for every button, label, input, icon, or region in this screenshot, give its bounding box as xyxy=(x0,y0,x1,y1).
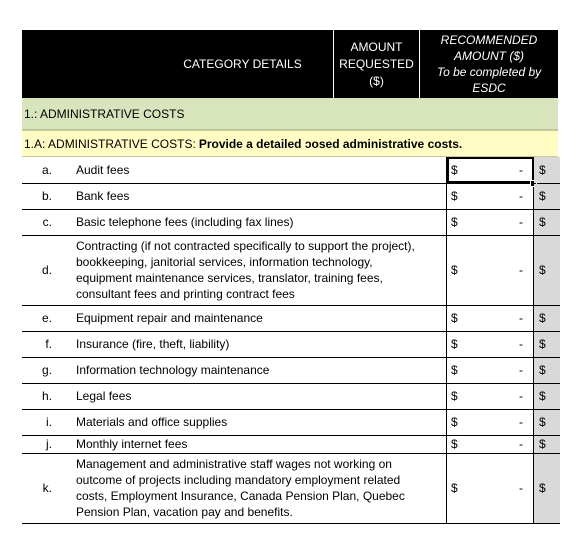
currency-symbol: $ xyxy=(539,337,546,351)
amount-requested-cell[interactable] xyxy=(447,331,534,357)
currency-symbol: $ xyxy=(539,263,546,277)
recommended-amount-cell[interactable] xyxy=(534,453,561,523)
amount-value: - xyxy=(519,311,523,325)
item-letter: d. xyxy=(22,235,72,305)
recommended-amount-cell[interactable] xyxy=(534,409,561,435)
section-label: 1.: ADMINISTRATIVE COSTS xyxy=(24,106,185,121)
currency-symbol: $ xyxy=(451,337,458,351)
currency-symbol: $ xyxy=(451,311,458,325)
recommended-amount-cell[interactable] xyxy=(534,209,561,235)
amount-header-line: REQUESTED xyxy=(339,56,414,71)
amount-requested-header xyxy=(334,30,420,98)
currency-symbol: $ xyxy=(539,189,546,203)
item-description xyxy=(72,157,447,183)
item-description-line: Materials and office supplies xyxy=(76,415,228,429)
item-letter: c. xyxy=(22,209,72,235)
item-letter: h. xyxy=(22,383,72,409)
recommended-header-line: RECOMMENDED xyxy=(440,33,538,47)
amount-value: - xyxy=(519,389,523,403)
amount-requested-cell[interactable] xyxy=(447,305,534,331)
amount-requested-cell[interactable] xyxy=(447,235,534,305)
table-header xyxy=(22,30,558,98)
item-description-line: Contracting (if not contracted specifically to support the project), xyxy=(76,239,415,253)
amount-requested-cell[interactable] xyxy=(447,453,534,523)
table-row xyxy=(22,453,560,523)
item-description-line: consultant fees and printing contract fees xyxy=(76,287,295,301)
item-description-line: Equipment repair and maintenance xyxy=(76,311,263,325)
item-description-line: Insurance (fire, theft, liability) xyxy=(76,337,230,351)
recommended-header-line: To be completed by xyxy=(436,65,542,79)
item-description xyxy=(72,331,447,357)
amount-requested-cell[interactable] xyxy=(447,409,534,435)
currency-symbol: $ xyxy=(539,162,546,177)
amount-requested-cell[interactable] xyxy=(447,157,534,183)
currency-symbol: $ xyxy=(451,263,458,277)
item-letter: j. xyxy=(22,435,72,453)
item-description-line: Monthly internet fees xyxy=(76,437,188,451)
item-description xyxy=(72,235,447,305)
currency-symbol: $ xyxy=(451,162,458,177)
amount-requested-cell[interactable] xyxy=(447,435,534,453)
currency-symbol: $ xyxy=(539,389,546,403)
currency-symbol: $ xyxy=(539,215,546,229)
subsection-description: Provide a detailed ɔosed administrative costs. xyxy=(198,136,463,151)
currency-symbol: $ xyxy=(451,481,458,495)
amount-value: - xyxy=(519,415,523,429)
subsection-label: 1.A: ADMINISTRATIVE COSTS: xyxy=(24,136,196,151)
amount-value: - xyxy=(519,337,523,351)
table-row xyxy=(22,409,560,435)
currency-symbol: $ xyxy=(451,363,458,377)
amount-value: - xyxy=(519,263,523,277)
amount-value: - xyxy=(519,189,523,203)
currency-symbol: $ xyxy=(451,415,458,429)
currency-symbol: $ xyxy=(539,415,546,429)
section-administrative-costs[interactable] xyxy=(22,98,558,130)
item-description xyxy=(72,357,447,383)
budget-sheet xyxy=(22,30,558,524)
item-description-line: Legal fees xyxy=(76,389,132,403)
item-description xyxy=(72,409,447,435)
amount-header-line: AMOUNT xyxy=(350,39,403,54)
subsection-administrative-costs[interactable] xyxy=(22,130,558,157)
amount-requested-cell[interactable] xyxy=(447,357,534,383)
currency-symbol: $ xyxy=(451,389,458,403)
amount-requested-cell[interactable] xyxy=(447,183,534,209)
table-row xyxy=(22,435,560,453)
item-letter: i. xyxy=(22,409,72,435)
item-letter: a. xyxy=(22,157,72,183)
item-letter: f. xyxy=(22,331,72,357)
amount-value: - xyxy=(519,162,523,177)
item-letter: k. xyxy=(22,453,72,523)
currency-symbol: $ xyxy=(451,215,458,229)
table-row xyxy=(22,235,560,305)
currency-symbol: $ xyxy=(539,363,546,377)
table-row xyxy=(22,183,560,209)
item-description xyxy=(72,435,447,453)
item-description-line: Management and administrative staff wages not working on xyxy=(76,457,392,471)
amount-value: - xyxy=(519,215,523,229)
item-description xyxy=(72,305,447,331)
item-description xyxy=(72,209,447,235)
item-description-line: costs, Employment Insurance, Canada Pension Plan, Quebec xyxy=(76,489,405,503)
currency-symbol: $ xyxy=(451,189,458,203)
amount-requested-cell[interactable] xyxy=(447,383,534,409)
recommended-amount-cell[interactable] xyxy=(534,383,561,409)
recommended-amount-cell[interactable] xyxy=(534,331,561,357)
item-letter: b. xyxy=(22,183,72,209)
item-description-line: Information technology maintenance xyxy=(76,363,270,377)
recommended-amount-header xyxy=(420,30,558,98)
table-row xyxy=(22,357,560,383)
amount-value: - xyxy=(519,481,523,495)
item-description xyxy=(72,383,447,409)
item-description-line: outcome of projects including mandatory employment related xyxy=(76,473,401,487)
currency-symbol: $ xyxy=(539,437,546,451)
recommended-header-line: ESDC xyxy=(472,81,506,95)
item-description xyxy=(72,453,447,523)
item-description-line: Basic telephone fees (including fax lines) xyxy=(76,215,294,229)
amount-requested-cell[interactable] xyxy=(447,209,534,235)
table-row xyxy=(22,331,560,357)
currency-symbol: $ xyxy=(539,481,546,495)
item-description-line: bookkeeping, janitorial services, information technology, xyxy=(76,255,373,269)
item-letter: e. xyxy=(22,305,72,331)
recommended-amount-cell[interactable] xyxy=(534,157,561,183)
item-description-line: Pension Plan, vacation pay and benefits. xyxy=(76,505,293,519)
amount-header-line: ($) xyxy=(369,73,384,88)
item-description xyxy=(72,183,447,209)
currency-symbol: $ xyxy=(451,437,458,451)
table-row xyxy=(22,209,560,235)
recommended-amount-cell[interactable] xyxy=(534,305,561,331)
currency-symbol: $ xyxy=(539,311,546,325)
amount-value: - xyxy=(519,437,523,451)
recommended-amount-cell[interactable] xyxy=(534,435,561,453)
recommended-amount-cell[interactable] xyxy=(534,357,561,383)
amount-value: - xyxy=(519,363,523,377)
item-letter: g. xyxy=(22,357,72,383)
recommended-header-line: AMOUNT ($) xyxy=(454,49,524,63)
item-description-line: Audit fees xyxy=(76,162,130,177)
category-details-header: CATEGORY DETAILS xyxy=(22,30,334,98)
table-row xyxy=(22,157,560,183)
recommended-amount-cell[interactable] xyxy=(534,183,561,209)
item-description-line: Bank fees xyxy=(76,189,130,203)
table-row xyxy=(22,305,560,331)
item-description-line: equipment maintenance services, translator, training fees, xyxy=(76,271,383,285)
recommended-amount-cell[interactable] xyxy=(534,235,561,305)
table-row xyxy=(22,383,560,409)
cost-items-table xyxy=(22,157,560,524)
